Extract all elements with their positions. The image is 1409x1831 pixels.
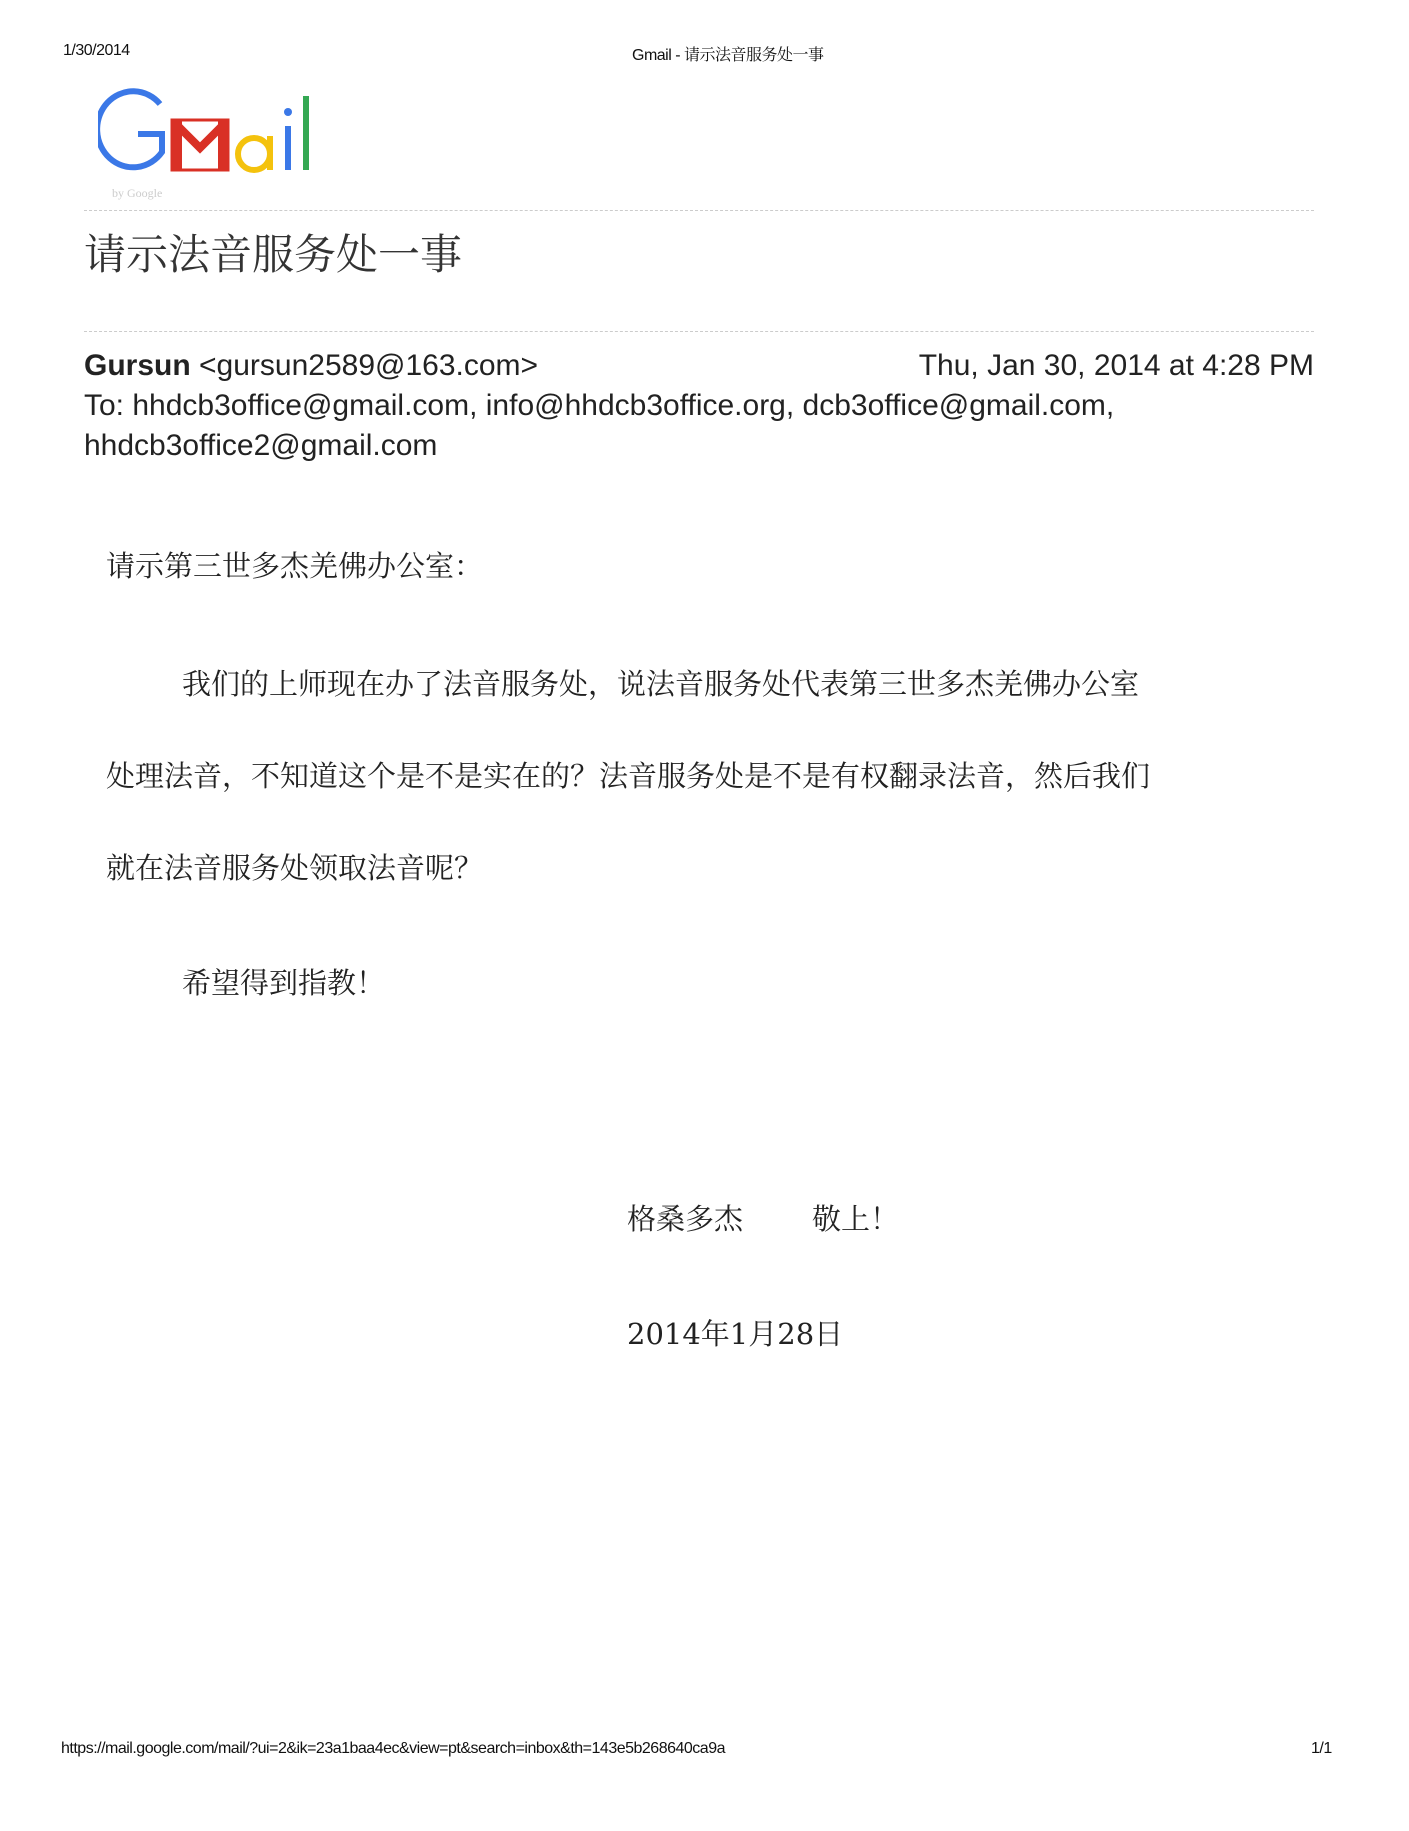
email-subject: 请示法音服务处一事 <box>84 230 463 279</box>
print-title: Gmail - 请示法音服务处一事 <box>632 47 824 64</box>
print-url: https://mail.google.com/mail/?ui=2&ik=23a1baa4ec&view=pt&search=inbox&th=143e5b268640ca9a <box>61 1740 725 1757</box>
greeting: 请示第三世多杰羌佛办公室： <box>106 549 484 583</box>
gmail-wordmark-icon <box>98 82 338 182</box>
signature-closing: 敬上！ <box>812 1202 900 1236</box>
gmail-logo <box>98 82 338 204</box>
paragraph-line: 处理法音，不知道这个是不是实在的？法音服务处是不是有权翻录法音，然后我们 <box>106 759 1151 793</box>
signature-name: 格桑多杰 <box>627 1202 744 1236</box>
logo-tagline: by Google <box>112 186 163 200</box>
closing-request: 希望得到指教！ <box>182 966 386 1000</box>
recipients-line-1: To: hhdcb3office@gmail.com, info@hhdcb3office.org, dcb3office@gmail.com, <box>84 389 1115 422</box>
signature-date: 2014年1月28日 <box>627 1317 844 1351</box>
divider <box>84 331 1314 332</box>
sender-name: Gursun <box>84 349 191 382</box>
email-date: Thu, Jan 30, 2014 at 4:28 PM <box>918 349 1314 382</box>
divider <box>84 210 1314 211</box>
page-number: 1/1 <box>1311 1740 1332 1757</box>
recipients-line-2: hhdcb3office2@gmail.com <box>84 429 438 462</box>
print-date: 1/30/2014 <box>63 42 130 59</box>
sender-email: <gursun2589@163.com> <box>199 349 539 382</box>
sender <box>84 349 538 383</box>
paragraph-line: 就在法音服务处领取法音呢？ <box>106 851 484 885</box>
paragraph-line: 我们的上师现在办了法音服务处，说法音服务处代表第三世多杰羌佛办公室 <box>182 667 1140 701</box>
